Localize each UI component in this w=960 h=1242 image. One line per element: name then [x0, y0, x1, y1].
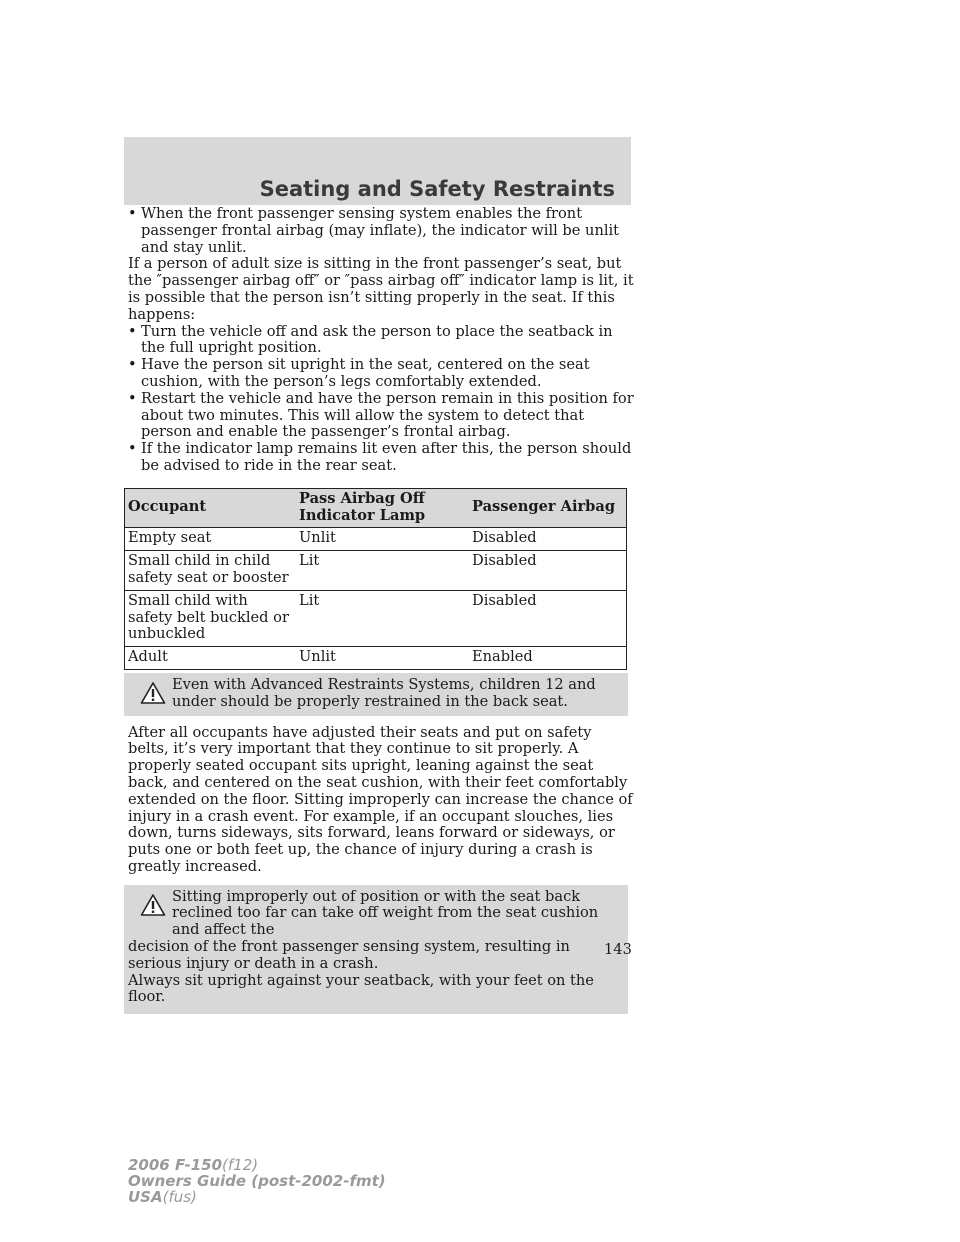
warning-triangle-icon [140, 893, 166, 917]
footer-model-code: (f12) [222, 1156, 259, 1174]
page-number: 143 [604, 941, 632, 958]
document-footer [128, 1157, 386, 1205]
warning-text-line2: decision of the front passenger sensing system, resulting in serious injury or death in a crash. [128, 938, 570, 972]
table-cell: Unlit [296, 647, 469, 670]
footer-market: USA [128, 1188, 163, 1206]
warning-text: Even with Advanced Restraints Systems, children 12 and under should be properly restrained in the back seat. [172, 675, 596, 710]
warning-triangle-icon [140, 681, 166, 705]
table-cell: Empty seat [125, 528, 297, 551]
intro-bullet-list [128, 206, 634, 256]
table-cell: Lit [296, 551, 469, 591]
table-cell: Disabled [469, 528, 627, 551]
warning-box-position [124, 885, 628, 1015]
footer-line-market [128, 1189, 386, 1205]
warning-text-line1: Sitting improperly out of position or with the seat back reclined too far can take off weight from the seat cushion and affect the [172, 887, 599, 939]
warning-text-line3: Always sit upright against your seatback, with your feet on the floor. [128, 971, 594, 1006]
footer-market-code: (fus) [162, 1188, 197, 1206]
table-row [125, 528, 627, 551]
footer-model: 2006 F-150 [128, 1156, 223, 1174]
paragraph-adult-size: If a person of adult size is sitting in the front passenger’s seat, but the ″passenger airbag off″ or ″pass airbag off″ indicator lamp is lit, it is possible that the person isn’t sitting properly in the seat. If this happens: [128, 255, 634, 323]
table-cell: Small child with safety belt buckled or unbuckled [125, 590, 297, 646]
section-header [124, 137, 631, 205]
table-cell: Small child in child safety seat or booster [125, 551, 297, 591]
warning-box-children [124, 673, 628, 716]
section-title: Seating and Safety Restraints [259, 177, 615, 201]
table-cell: Adult [125, 647, 297, 670]
footer-guide: Owners Guide (post-2002-fmt) [128, 1172, 386, 1190]
footer-line-guide [128, 1173, 386, 1189]
step-item: • Have the person sit upright in the seat, centered on the seat cushion, with the person’s legs comfortably extended. [128, 357, 634, 391]
table-row [125, 551, 627, 591]
table-cell: Disabled [469, 551, 627, 591]
paragraph-sit-properly: After all occupants have adjusted their seats and put on safety belts, it’s very important that they continue to sit properly. A properly seated occupant sits upright, leaning against the seat back, and centered on the seat cushion, with their feet comfortably extended on the floor. Sitting improperly can increase the chance of injury in a crash event. For example, if an occupant slouches, lies down, turns sideways, sits forward, leans forward or sideways, or puts one or both feet up, the chance of injury during a crash is greatly increased. [128, 723, 633, 875]
table-cell: Enabled [469, 647, 627, 670]
footer-line-model [128, 1157, 386, 1173]
table-cell: Disabled [469, 590, 627, 646]
table-row [125, 647, 627, 670]
table-cell: Lit [296, 590, 469, 646]
table-row [125, 590, 627, 646]
table-header-cell: Passenger Airbag [469, 488, 627, 528]
step-item: • Restart the vehicle and have the person remain in this position for about two minutes. This will allow the system to detect that person and enable the passenger’s frontal airbag. [128, 391, 634, 441]
table-header-row [125, 488, 627, 528]
table-header-cell: Pass Airbag Off Indicator Lamp [296, 488, 469, 528]
step-item: • If the indicator lamp remains lit even after this, the person should be advised to ride in the rear seat. [128, 441, 634, 475]
table-cell: Unlit [296, 528, 469, 551]
table-header-cell: Occupant [125, 488, 297, 528]
step-item: • Turn the vehicle off and ask the person to place the seatback in the full upright position. [128, 324, 634, 358]
occupant-airbag-table [124, 488, 627, 670]
intro-bullet: • When the front passenger sensing system enables the front passenger frontal airbag (may inflate), the indicator will be unlit and stay unlit. [128, 206, 634, 256]
page-content [128, 206, 634, 1014]
steps-list [128, 324, 634, 475]
